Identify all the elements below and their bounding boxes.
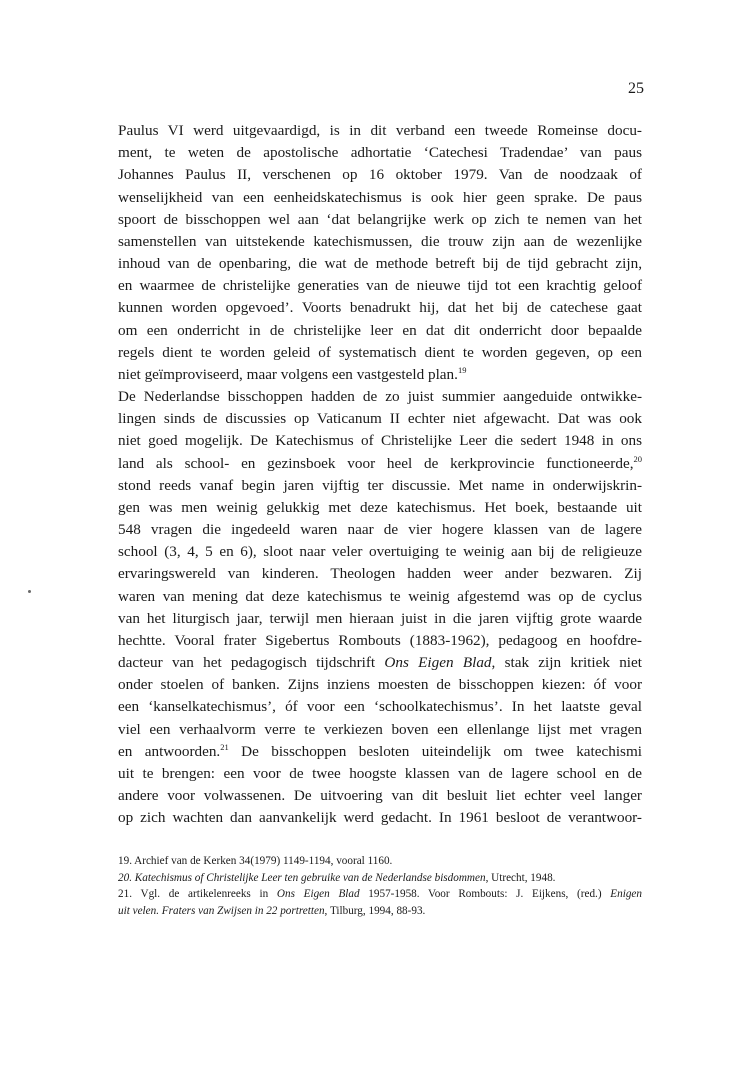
text-line: kunnen worden opgevoed’. Voorts benadrukt hij, dat het bij de catechese gaat bbox=[118, 299, 642, 317]
text-line: Paulus VI werd uitgevaardigd, is in dit verband een tweede Romeinse docu- bbox=[118, 122, 642, 139]
text-line: inhoud van de openbaring, die wat de methode betreft bij de tijd gebracht zijn, bbox=[118, 255, 642, 273]
text-line: en waarmee de christelijke generaties van de nieuwe tijd tot een krachtig geloof bbox=[118, 277, 642, 295]
footnote: 21. Vgl. de artikelenreeks in Ons Eigen Blad 1957-1958. Voor Rombouts: J. Eijkens, (red.) Enigen bbox=[118, 888, 642, 900]
text-line: waren van mening dat deze katechismus te weinig afgestemd was op de cyclus bbox=[118, 587, 642, 605]
text-line: stond reeds vanaf begin jaren vijftig ter discussie. Met name in onderwijskrin- bbox=[118, 476, 642, 494]
footnote-ref: 19 bbox=[457, 364, 467, 375]
italic-title: Ons Eigen Blad bbox=[384, 654, 492, 672]
text-line: ervaringswereld van kinderen. Theologen hadden weer ander bezwaren. Zij bbox=[118, 565, 642, 583]
footnote: 19. Archief van de Kerken 34(1979) 1149-1194, vooral 1160. bbox=[118, 855, 393, 867]
text-line: een ‘kanselkatechismus’, óf voor een ‘schoolkatechismus’. In het laatste geval bbox=[118, 698, 642, 716]
footnote-continuation: uit velen. Fraters van Zwijsen in 22 portretten, Tilburg, 1994, 88-93. bbox=[118, 904, 426, 917]
footnote-ref: 21 bbox=[220, 741, 229, 752]
margin-dot bbox=[28, 590, 31, 593]
text-line: niet goed mogelijk. De Katechismus of Christelijke Leer die sedert 1948 in ons bbox=[118, 432, 642, 450]
text-line: school (3, 4, 5 en 6), sloot naar veler overtuiging te weinig aan bij de religieuze bbox=[118, 543, 642, 561]
footnote: 20. Katechismus of Christelijke Leer ten gebruike van de Nederlandse bisdommen, Utrecht, 1948. bbox=[118, 871, 556, 884]
text-line: van het liturgisch jaar, terwijl men hieraan juist in die jaren vijftig grote waarde bbox=[118, 609, 642, 627]
text-line: onder stoelen of banken. Zijns inziens moesten de bisschoppen kiezen: óf voor bbox=[118, 676, 642, 694]
text-line: wenselijkheid van een eenheidskatechismus is ook hier geen sprake. De paus bbox=[118, 188, 642, 206]
text-line: samenstellen van uitstekende katechismussen, die trouw zijn aan de wezenlijke bbox=[118, 232, 642, 250]
text-line: andere voor volwassenen. De uitvoering van dit besluit liet echter veel langer bbox=[118, 787, 642, 805]
text-line: De Nederlandse bisschoppen hadden de zo juist summier aangeduide ontwikke- bbox=[118, 388, 642, 406]
text-line: op zich wachten dan aanvankelijk werd gedacht. In 1961 besloot de verantwoor- bbox=[118, 809, 642, 827]
text-line: land als school- en gezinsboek voor heel de kerkprovincie functioneerde,$^{20}$ bbox=[118, 453, 642, 472]
body-text bbox=[118, 120, 642, 830]
text-line: dacteur van het pedagogisch tijdschrift Ons Eigen Blad, stak zijn kritiek niet bbox=[118, 654, 642, 672]
text-line: gen was men weinig gelukkig met deze katechismus. Het boek, bestaande uit bbox=[118, 498, 642, 516]
text-line: Johannes Paulus II, verschenen op 16 oktober 1979. Van de noodzaak of bbox=[118, 166, 642, 184]
footnote-ref: 20 bbox=[633, 453, 642, 464]
text-line: 548 vragen die ingedeeld waren naar de vier hogere klassen van de lagere bbox=[118, 521, 642, 539]
text-line: lingen sinds de discussies op Vaticanum II echter niet afgewacht. Dat was ook bbox=[118, 410, 642, 428]
page-number: 25 bbox=[628, 80, 644, 97]
text-line: spoort de bisschoppen wel aan ‘dat belangrijke werk op zich te nemen van het bbox=[118, 210, 642, 228]
text-line: en antwoorden.$^{21}$ De bisschoppen besloten uiteindelijk om twee katechismi bbox=[118, 741, 643, 760]
footnotes bbox=[118, 853, 642, 919]
text-line: regels dient te worden geleid of systematisch dient te worden gegeven, op een bbox=[118, 343, 642, 361]
text-line: hechtte. Vooral frater Sigebertus Rombouts (1883-1962), pedagoog en hoofdre- bbox=[118, 631, 642, 649]
text-line: niet geïmproviseerd, maar volgens een vastgesteld plan.$^{19}$ bbox=[118, 364, 467, 383]
text-line: om een onderricht in de christelijke leer en dat dit onderricht door bepaalde bbox=[118, 321, 642, 339]
text-line: uit te brengen: een voor de twee hoogste klassen van de lagere school en de bbox=[118, 764, 642, 782]
text-line: ment, te weten de apostolische adhortatie ‘Catechesi Tradendae’ van paus bbox=[118, 144, 642, 162]
text-line: viel een verhaalvorm verre te verkiezen boven een ellenlange lijst met vragen bbox=[118, 720, 642, 738]
